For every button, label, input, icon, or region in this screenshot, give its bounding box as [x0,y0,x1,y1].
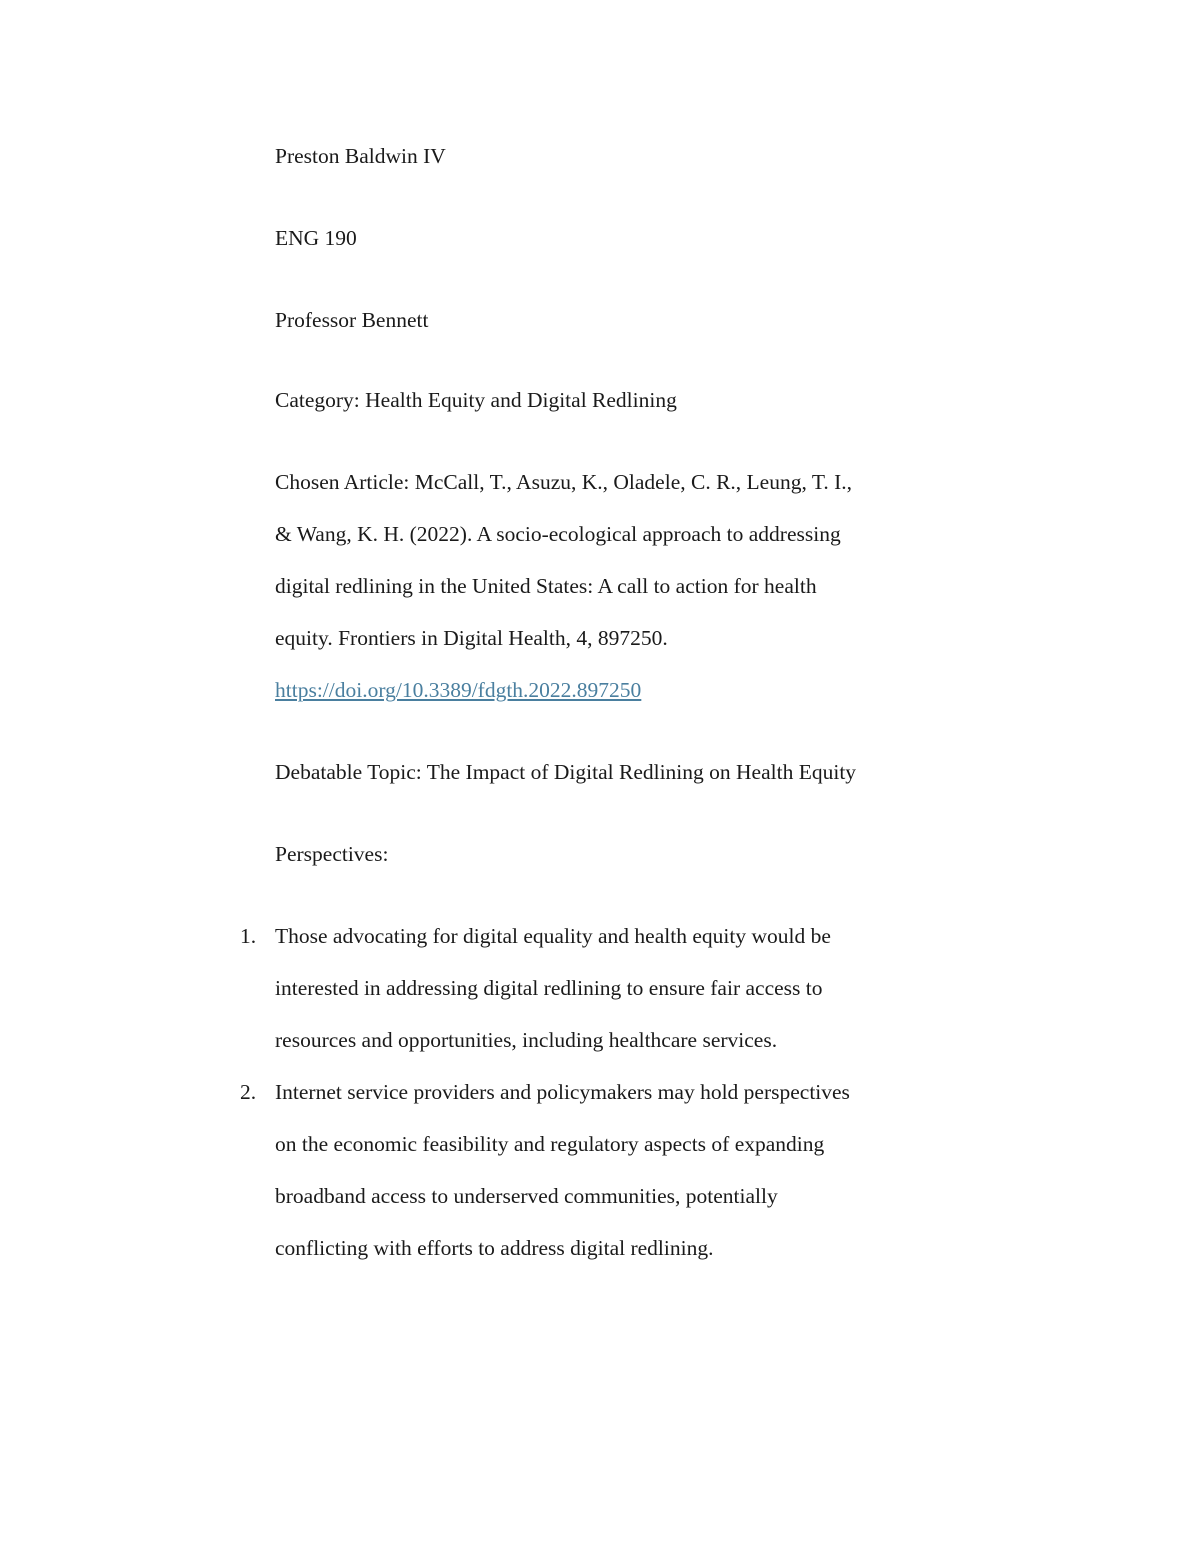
doi-link[interactable]: https://doi.org/10.3389/fdgth.2022.897250 [275,678,642,702]
article-citation-line: equity. Frontiers in Digital Health, 4, 897250. [275,626,668,650]
list-item-line: interested in addressing digital redlining to ensure fair access to [275,976,823,1000]
list-item-line: broadband access to underserved communities, potentially [275,1184,778,1208]
article-citation-line: & Wang, K. H. (2022). A socio-ecological approach to addressing [275,522,841,546]
debatable-topic: Debatable Topic: The Impact of Digital Redlining on Health Equity [275,760,857,784]
list-item-line: resources and opportunities, including healthcare services. [275,1028,778,1052]
list-item-number: 1. [240,924,257,948]
article-citation-line: digital redlining in the United States: A call to action for health [275,574,817,598]
list-item-line: on the economic feasibility and regulatory aspects of expanding [275,1132,825,1156]
perspectives-heading: Perspectives: [275,842,389,866]
list-item-number: 2. [240,1080,257,1104]
list-item-line: conflicting with efforts to address digital redlining. [275,1236,714,1260]
course-code: ENG 190 [275,226,357,250]
category-line: Category: Health Equity and Digital Redlining [275,388,677,412]
list-item-line: Internet service providers and policymakers may hold perspectives [275,1080,850,1104]
author-name: Preston Baldwin IV [275,144,446,168]
article-citation-line: Chosen Article: McCall, T., Asuzu, K., Oladele, C. R., Leung, T. I., [275,470,853,494]
list-item-line: Those advocating for digital equality and health equity would be [275,924,831,948]
professor-name: Professor Bennett [275,308,429,332]
